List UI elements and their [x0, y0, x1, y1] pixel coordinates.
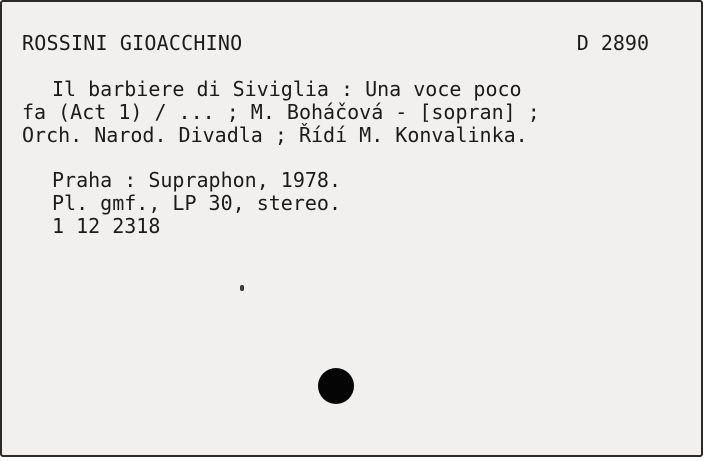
call-number: D 2890 — [576, 31, 649, 55]
imprint-block — [52, 169, 341, 238]
description-line: fa (Act 1) / ... ; M. Boháčová - [sopran] ; — [22, 100, 540, 124]
physical-description-line: Pl. gmf., LP 30, stereo. — [52, 191, 341, 215]
publication-line: Praha : Supraphon, 1978. — [52, 168, 341, 192]
composer-heading: ROSSINI GIOACCHINO — [22, 31, 243, 55]
punch-hole — [318, 368, 354, 404]
ink-speck — [240, 285, 244, 291]
catalog-number-line: 1 12 2318 — [52, 214, 161, 238]
description-line: Il barbiere di Siviglia : Una voce poco — [52, 77, 522, 101]
description-line: Orch. Narod. Divadla ; Řídí M. Konvalinka. — [22, 123, 528, 147]
title-description — [22, 78, 540, 147]
